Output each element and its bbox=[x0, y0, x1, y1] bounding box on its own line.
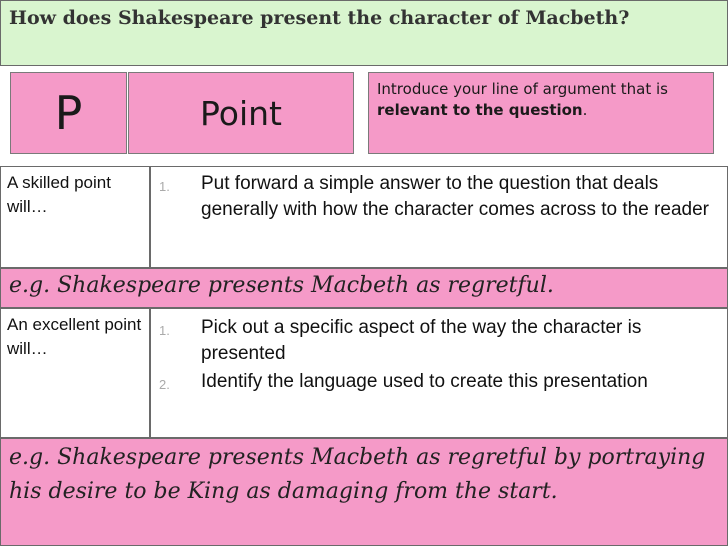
excellent-criteria bbox=[150, 308, 728, 438]
skilled-label: A skilled point will… bbox=[0, 166, 150, 268]
list-item bbox=[159, 315, 719, 367]
letter-label: P bbox=[54, 86, 83, 140]
excellent-label: An excellent point will… bbox=[0, 308, 150, 438]
intro-text: Introduce your line of argument that is bbox=[377, 80, 668, 98]
excellent-list bbox=[159, 315, 719, 398]
list-text: Pick out a specific aspect of the way the character is presented bbox=[201, 317, 642, 364]
skilled-criteria bbox=[150, 166, 728, 268]
intro-box bbox=[368, 72, 714, 154]
intro-text-end: . bbox=[582, 101, 588, 119]
excellent-example: e.g. Shakespeare presents Macbeth as regretful by portraying his desire to be King as damaging from the start. bbox=[0, 438, 728, 546]
letter-box bbox=[10, 72, 127, 154]
intro-bold-text: relevant to the question bbox=[377, 101, 583, 119]
page-title: How does Shakespeare present the character of Macbeth? bbox=[0, 0, 728, 66]
list-text: Identify the language used to create this presentation bbox=[201, 371, 648, 392]
list-item bbox=[159, 171, 719, 223]
list-number: 1. bbox=[159, 179, 170, 194]
list-number: 2. bbox=[159, 377, 170, 392]
list-number: 1. bbox=[159, 323, 170, 338]
skilled-list bbox=[159, 171, 719, 223]
point-box bbox=[128, 72, 354, 154]
list-text: Put forward a simple answer to the question that deals generally with how the character comes across to the reader bbox=[201, 173, 709, 220]
point-label: Point bbox=[200, 93, 282, 133]
skilled-example: e.g. Shakespeare presents Macbeth as regretful. bbox=[0, 268, 728, 308]
list-item bbox=[159, 369, 719, 398]
